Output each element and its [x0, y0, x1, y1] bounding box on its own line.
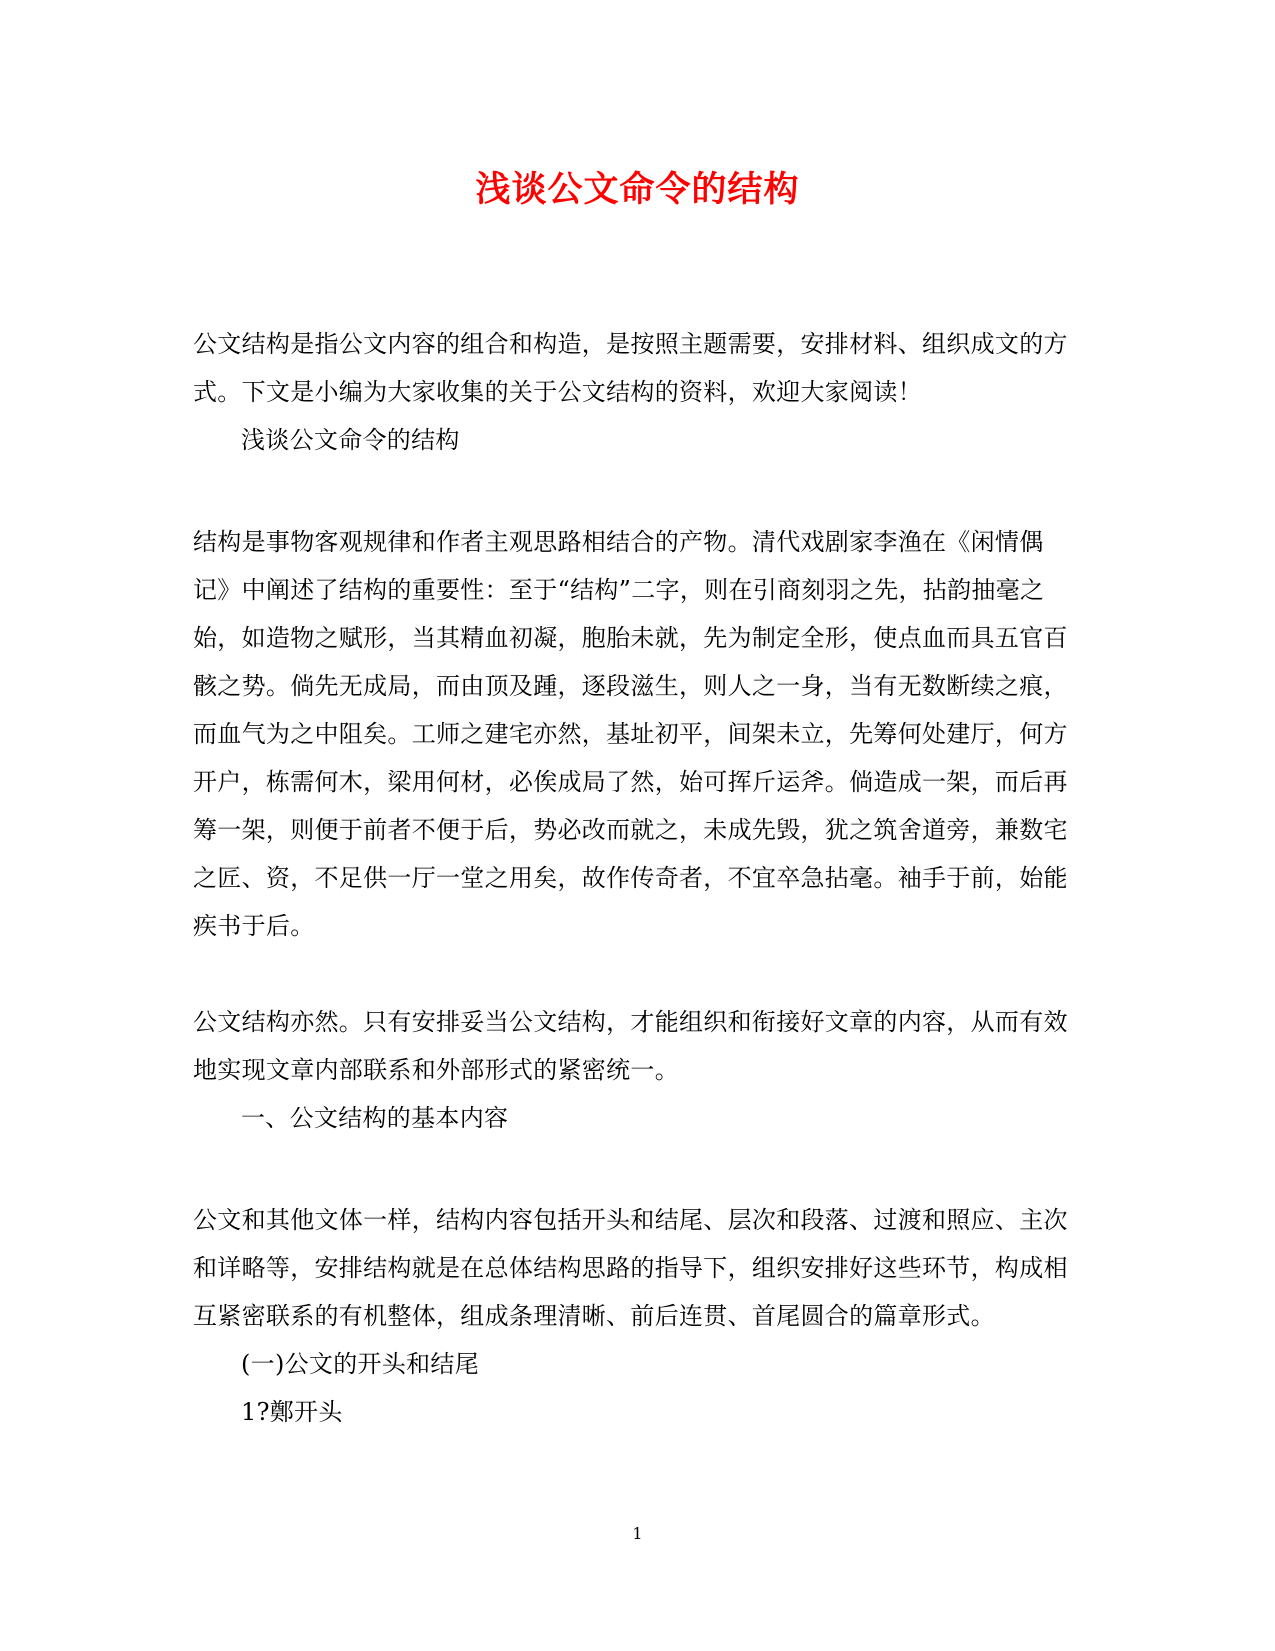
document-title: 浅谈公文命令的结构 [475, 169, 800, 210]
intro-paragraph: 公文结构是指公文内容的组合和构造，是按照主题需要，安排材料、组织成文的方式。下文是小编为大家收集的关于公文结构的资料，欢迎大家阅读！ [193, 330, 1068, 406]
basic-content-paragraph: 公文和其他文体一样，结构内容包括开头和结尾、层次和段落、过渡和照应、主次和详略等，安排结构就是在总体结构思路的指导下，组织安排好这些环节，构成相互紧密联系的有机整体，组成条理清晰、前后连贯、首尾圆合的篇章形式。 [193, 1206, 1068, 1330]
structure-essay-paragraph: 结构是事物客观规律和作者主观思路相结合的产物。清代戏剧家李渔在《闲情偶记》中阐述了结构的重要性：至于“结构”二字，则在引商刻羽之先，拈韵抽毫之始，如造物之赋形，当其精血初凝，胞胎未就，先为制定全形，使点血而具五官百骸之势。倘先无成局，而由顶及踵，逐段滋生，则人之一身，当有无数断续之痕，而血气为之中阻矣。工师之建宅亦然，基址初平，间架未立，先筹何处建厅，何方开户，栋需何木，梁用何材，必俟成局了然，始可挥斤运斧。倘造成一架，而后再筹一架，则便于前者不便于后，势必改而就之，未成先毁，犹之筑舍道旁，兼数宅之匠、资，不足供一厅一堂之用矣，故作传奇者，不宜卒急拈毫。袖手于前，始能疾书于后。 [193, 528, 1068, 940]
official-structure-paragraph: 公文结构亦然。只有安排妥当公文结构，才能组织和衔接好文章的内容，从而有效地实现文章内部联系和外部形式的紧密统一。 [193, 1008, 1068, 1084]
subsection-heading-opening: 1?鄭开头 [241, 1398, 343, 1426]
subheading-article-title: 浅谈公文命令的结构 [241, 426, 460, 454]
section-heading-basic-content: 一、公文结构的基本内容 [241, 1104, 509, 1132]
subsection-heading-opening-ending: (一)公文的开头和结尾 [241, 1350, 480, 1378]
page-number: 1 [632, 1524, 643, 1543]
